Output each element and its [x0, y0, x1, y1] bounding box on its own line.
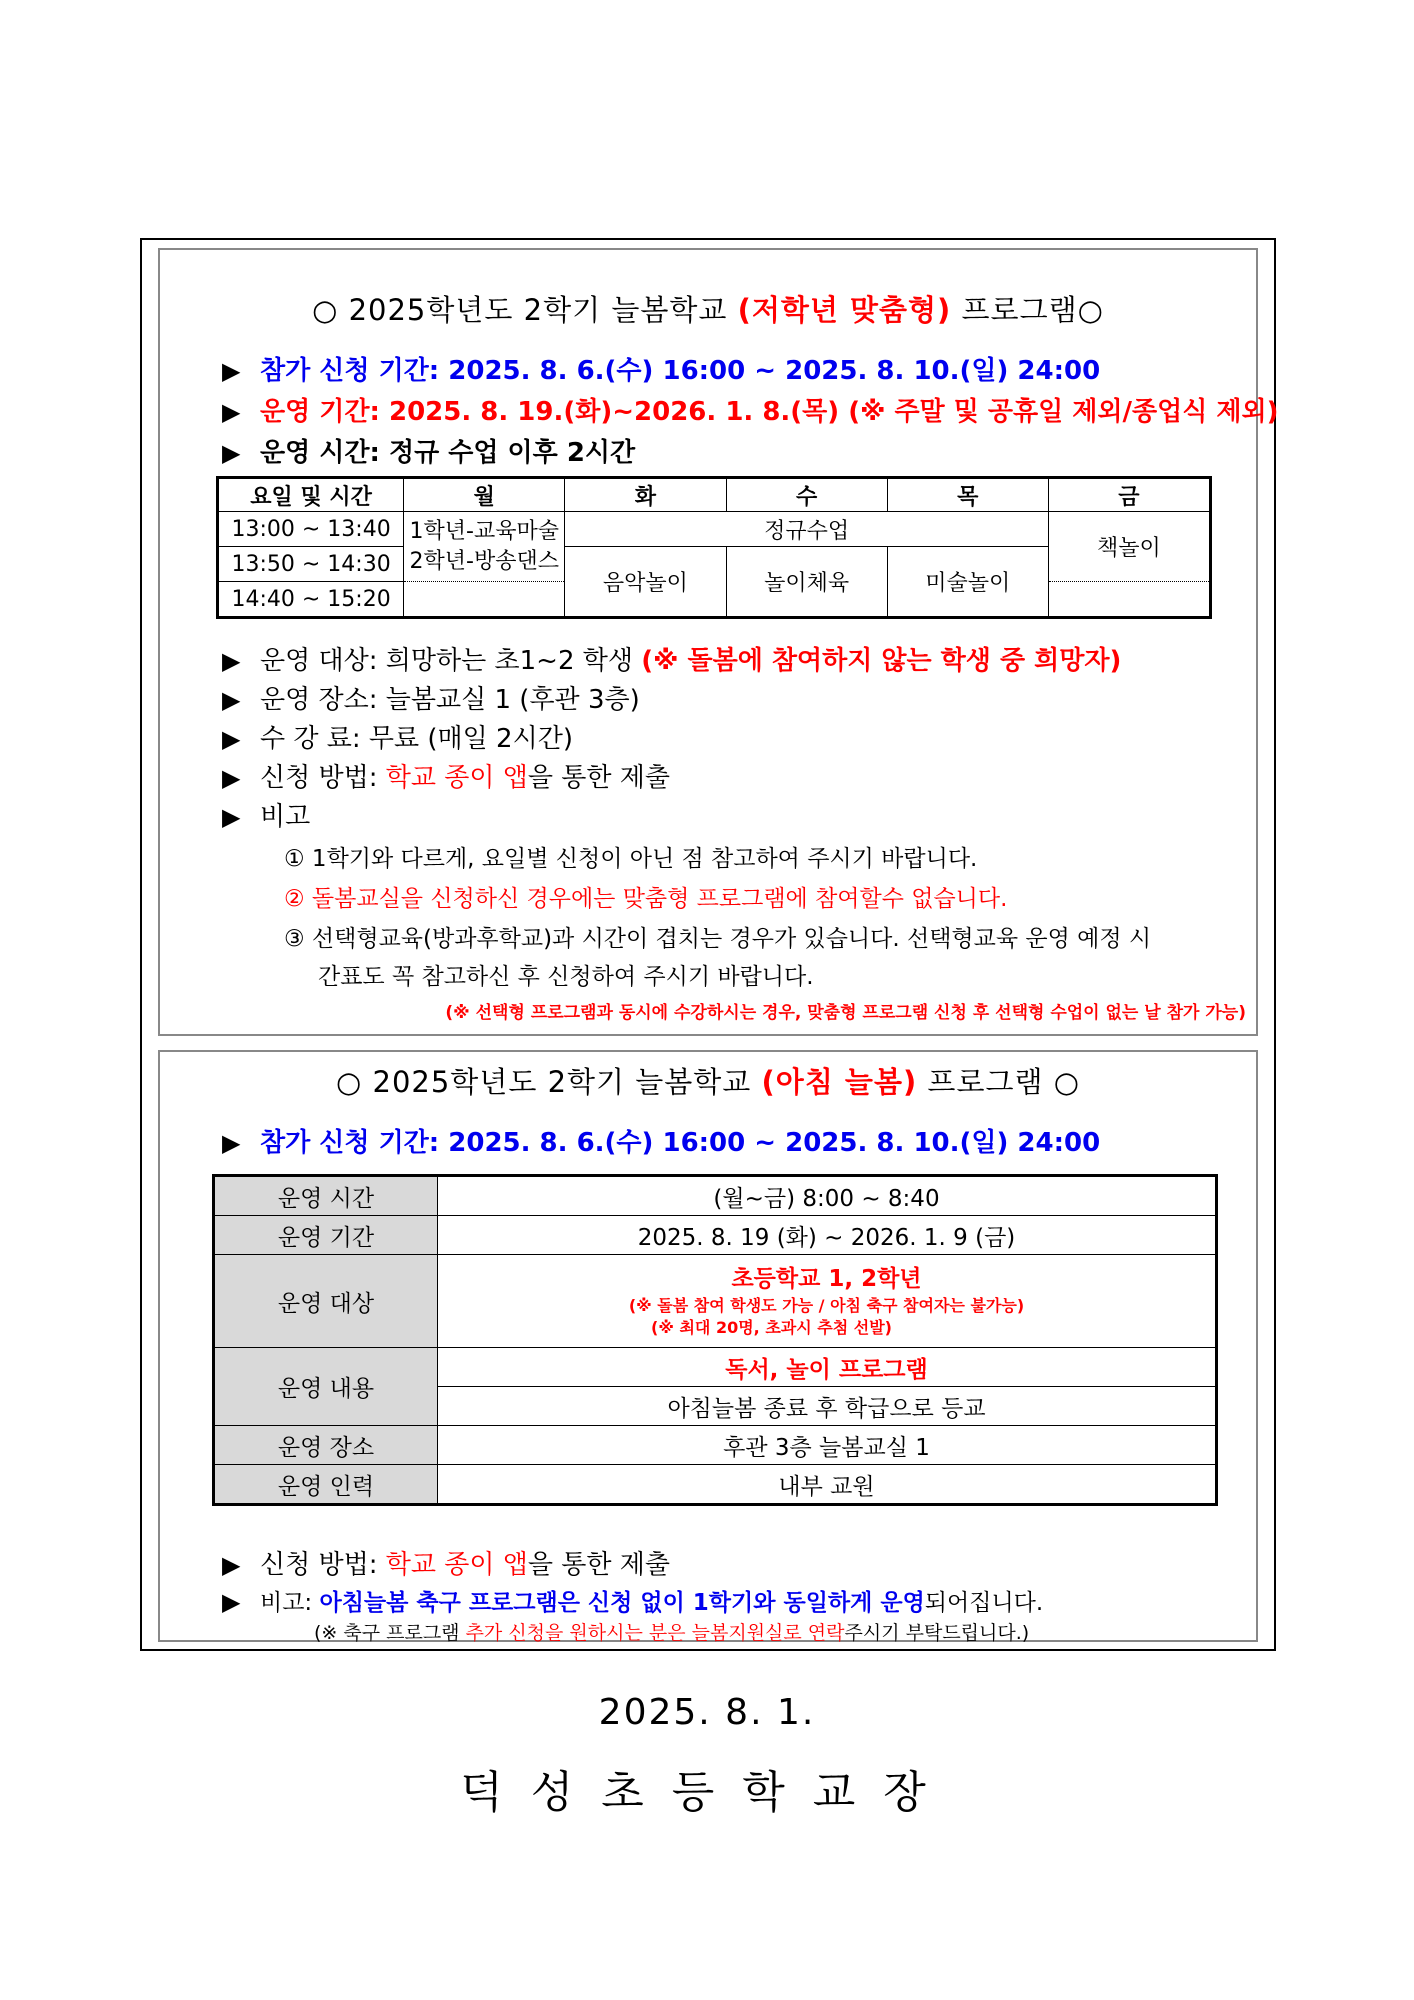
- row-label: 운영 시간: [214, 1176, 438, 1216]
- thu-program: 미술놀이: [887, 547, 1048, 618]
- section-afterschool-custom: [158, 248, 1279, 1036]
- time-label: 운영 시간:: [260, 438, 380, 468]
- place-label: 운영 장소:: [260, 685, 378, 715]
- apply-label: 참가 신청 기간:: [260, 1128, 440, 1158]
- morning-info-table: [212, 1174, 1218, 1506]
- info-row: [214, 1216, 1217, 1255]
- header-tue: 화: [565, 478, 726, 512]
- schedule-table: [216, 476, 1212, 619]
- row-value: 내부 교원: [438, 1465, 1217, 1505]
- mon-empty-cell: [404, 582, 565, 618]
- info-row: [214, 1348, 1217, 1387]
- arrow-icon: ▶: [222, 647, 241, 675]
- target-note-2: (※ 최대 20명, 초과시 추첨 선발): [651, 1317, 892, 1337]
- info-row: [214, 1465, 1217, 1505]
- row-label: 운영 인력: [214, 1465, 438, 1505]
- header-wed: 수: [726, 478, 887, 512]
- note-prefix: (※ 축구 프로그램: [314, 1622, 466, 1644]
- section2-title-highlight: (아침 늘봄): [761, 1065, 918, 1099]
- target-value: 초등학교 1, 2학년: [731, 1265, 922, 1292]
- apply-value: 2025. 8. 6.(수) 16:00 ~ 2025. 8. 10.(일) 24:00: [448, 1128, 1101, 1158]
- section2-method: [222, 1544, 670, 1581]
- remark-3a: ③ 선택형교육(방과후학교)과 시간이 겹치는 경우가 있습니다. 선택형교육 운영 예정 시: [284, 926, 1152, 952]
- arrow-icon: ▶: [222, 1129, 241, 1157]
- arrow-icon: ▶: [222, 764, 241, 792]
- target-note: (※ 돌봄에 참여하지 않는 학생 중 희망자): [641, 646, 1122, 676]
- method-suffix: 을 통한 제출: [527, 1550, 671, 1580]
- info-row: [214, 1255, 1217, 1348]
- section1-title-highlight: (저학년 맞춤형): [737, 293, 952, 327]
- mon-program-grade2: 2학년-방송댄스: [409, 548, 559, 574]
- remark-2: ② 돌봄교실을 신청하신 경우에는 맞춤형 프로그램에 참여할수 없습니다.: [284, 886, 1008, 912]
- row-value: 2025. 8. 19 (화) ~ 2026. 1. 9 (금): [438, 1216, 1217, 1255]
- section1-fee: [222, 718, 573, 755]
- method-label: 신청 방법:: [260, 763, 378, 793]
- fee-label: 수 강 료:: [260, 724, 361, 754]
- section2-title-text: ○ 2025학년도 2학기 늘봄학교: [335, 1065, 762, 1099]
- section1-apply-period: [222, 350, 1100, 387]
- section1-operation-time: [222, 432, 635, 469]
- section2-note: [314, 1618, 1029, 1645]
- header-thu: 목: [887, 478, 1048, 512]
- period-value: 2025. 8. 19.(화)~2026. 1. 8.(목) (※ 주말 및 공휴일 제외/종업식 제외): [388, 397, 1279, 427]
- period-label: 운영 기간:: [260, 397, 380, 427]
- section1-remarks: [222, 796, 310, 833]
- section1-title-text: ○ 2025학년도 2학기 늘봄학교: [312, 293, 738, 327]
- method-highlight: 학교 종이 앱: [385, 1550, 528, 1580]
- arrow-icon: ▶: [222, 1551, 241, 1579]
- note-suffix: 주시기 부탁드립니다.): [844, 1622, 1030, 1644]
- time-slot: 13:00 ~ 13:40: [218, 512, 404, 547]
- mon-program-grade1: 1학년-교육마술: [409, 518, 559, 544]
- section2-remarks: [222, 1584, 1043, 1617]
- time-slot: 13:50 ~ 14:30: [218, 547, 404, 582]
- schedule-row: [218, 512, 1211, 547]
- info-row: [214, 1176, 1217, 1216]
- arrow-icon: ▶: [222, 686, 241, 714]
- fee-value: 무료 (매일 2시간): [368, 724, 573, 754]
- notice-frame: [140, 238, 1279, 1651]
- regular-class: 정규수업: [565, 512, 1048, 547]
- arrow-icon: ▶: [222, 725, 241, 753]
- method-highlight: 학교 종이 앱: [385, 763, 528, 793]
- arrow-icon: ▶: [222, 357, 241, 385]
- arrow-icon: ▶: [222, 803, 241, 831]
- row-value: 아침늘봄 종료 후 학급으로 등교: [438, 1387, 1217, 1426]
- target-label: 운영 대상:: [260, 646, 378, 676]
- row-label: 운영 내용: [214, 1348, 438, 1426]
- row-label: 운영 장소: [214, 1426, 438, 1465]
- section-morning: [158, 1050, 1258, 1642]
- row-label: 운영 대상: [214, 1255, 438, 1348]
- row-value: 독서, 놀이 프로그램: [438, 1348, 1217, 1387]
- section1-title-suffix: 프로그램○: [951, 293, 1104, 327]
- row-value: [438, 1255, 1217, 1348]
- fri-empty-cell: [1048, 582, 1210, 618]
- document-date: 2025. 8. 1.: [598, 1692, 816, 1733]
- section1-operation-period: [222, 391, 1279, 428]
- header-fri: 금: [1048, 478, 1210, 512]
- remark-3b: 간표도 꼭 참고하신 후 신청하여 주시기 바랍니다.: [318, 964, 814, 990]
- section1-target: [222, 640, 1121, 677]
- remark-1: ① 1학기와 다르게, 요일별 신청이 아닌 점 참고하여 주시기 바랍니다.: [284, 846, 978, 872]
- apply-label: 참가 신청 기간:: [260, 356, 440, 386]
- section1-place: [222, 679, 640, 716]
- info-row: [214, 1426, 1217, 1465]
- mon-program: [404, 512, 565, 582]
- arrow-icon: ▶: [222, 398, 241, 426]
- schedule-header-row: [218, 478, 1211, 512]
- section1-method: [222, 757, 670, 794]
- section2-title-suffix: 프로그램 ○: [917, 1065, 1081, 1099]
- row-value: 후관 3층 늘봄교실 1: [438, 1426, 1217, 1465]
- target-value: 희망하는 초1~2 학생: [385, 646, 633, 676]
- arrow-icon: ▶: [222, 439, 241, 467]
- remark-3-note: (※ 선택형 프로그램과 동시에 수강하시는 경우, 맞춤형 프로그램 신청 후 선택형 수업이 없는 날 참가 가능): [445, 1003, 1246, 1023]
- wed-program: 놀이체육: [726, 547, 887, 618]
- remarks-label: 비고: [260, 802, 311, 832]
- principal-signature: 덕성초등학교장: [460, 1767, 954, 1818]
- row-label: 운영 기간: [214, 1216, 438, 1255]
- time-value: 정규 수업 이후 2시간: [388, 438, 636, 468]
- tue-program: 음악놀이: [565, 547, 726, 618]
- header-mon: 월: [404, 478, 565, 512]
- section2-apply-period: [222, 1122, 1100, 1159]
- note-red: 추가 신청을 원하시는 분은 늘봄지원실로 연락: [465, 1622, 845, 1644]
- header-time: 요일 및 시간: [218, 478, 404, 512]
- remarks-label: 비고:: [260, 1590, 313, 1616]
- time-slot: 14:40 ~ 15:20: [218, 582, 404, 618]
- target-note-1: (※ 돌봄 참여 학생도 가능 / 아침 축구 참여자는 불가능): [628, 1295, 1025, 1315]
- method-label: 신청 방법:: [260, 1550, 378, 1580]
- apply-value: 2025. 8. 6.(수) 16:00 ~ 2025. 8. 10.(일) 24:00: [448, 356, 1101, 386]
- remarks-suffix: 되어집니다.: [924, 1590, 1044, 1616]
- section2-title: [160, 1060, 1256, 1101]
- section1-title: [160, 288, 1256, 329]
- fri-program: 책놀이: [1048, 512, 1210, 582]
- place-value: 늘봄교실 1 (후관 3층): [385, 685, 640, 715]
- row-value: (월~금) 8:00 ~ 8:40: [438, 1176, 1217, 1216]
- method-suffix: 을 통한 제출: [527, 763, 671, 793]
- arrow-icon: ▶: [222, 1588, 241, 1616]
- remarks-blue: 아침늘봄 축구 프로그램은 신청 없이 1학기와 동일하게 운영: [319, 1590, 925, 1616]
